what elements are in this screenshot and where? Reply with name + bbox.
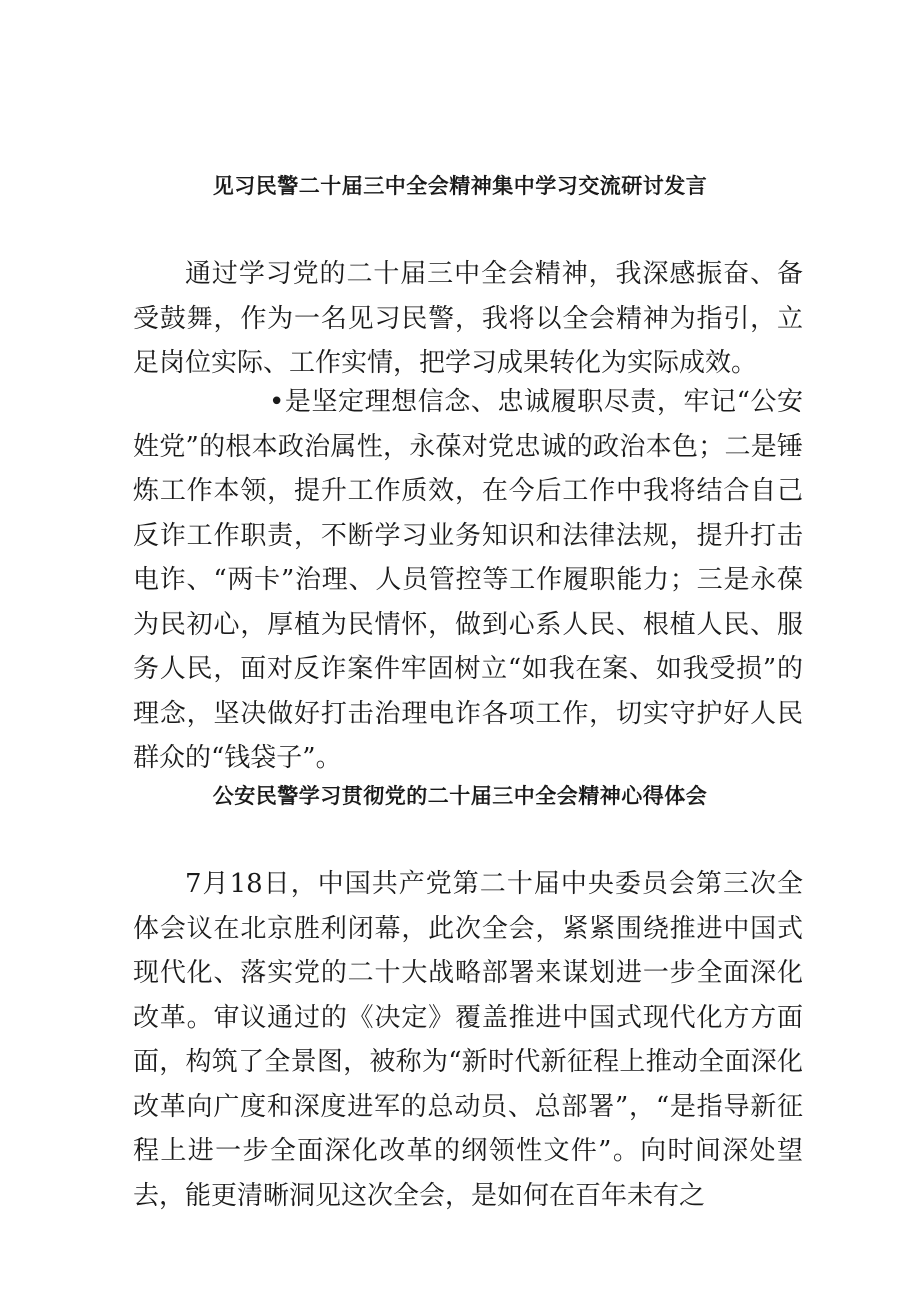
section-1-paragraph-1: 通过学习党的二十届三中全会精神，我深感振奋、备受鼓舞，作为一名见习民警，我将以全会精神为指引，立足岗位实际、工作实情，把学习成果转化为实际成效。 [133,259,803,378]
section-1-paragraph-2 [133,380,803,781]
section-2-paragraph-1: 7月18日，中国共产党第二十届中央委员会第三次全体会议在北京胜利闭幕，此次全会，紧紧围绕推进中国式现代化、落实党的二十大战略部署来谋划进一步全面深化改革。审议通过的《决定》覆盖推进中国式现代化方方面面，构筑了全景图，被称为“新时代新征程上推动全面深化改革向广度和深度进军的总动员、总部署”，“是指导新征程上进一步全面深化改革的纲领性文件”。向时间深处望去，能更清晰洞见这次全会，是如何在百年未有之 [133,869,803,1211]
section-2-title: 公安民警学习贯彻党的二十届三中全会精神心得体会 [212,784,708,808]
bullet-mark: • [269,387,285,417]
section-1-paragraph-2-text: 是坚定理想信念、忠诚履职尽责，牢记“公安姓党”的根本政治属性，永葆对党忠诚的政治本色；二是锤炼工作本领，提升工作质效，在今后工作中我将结合自己反诈工作职责，不断学习业务知识和法律法规，提升打击电诈、“两卡”治理、人员管控等工作履职能力；三是永葆为民初心，厚植为民情怀，做到心系人民、根植人民、服务人民，面对反诈案件牢固树立“如我在案、如我受损”的理念，坚决做好打击治理电诈各项工作，切实守护好人民群众的“钱袋子”。 [133,387,803,773]
section-1-title: 见习民警二十届三中全会精神集中学习交流研讨发言 [212,174,708,198]
